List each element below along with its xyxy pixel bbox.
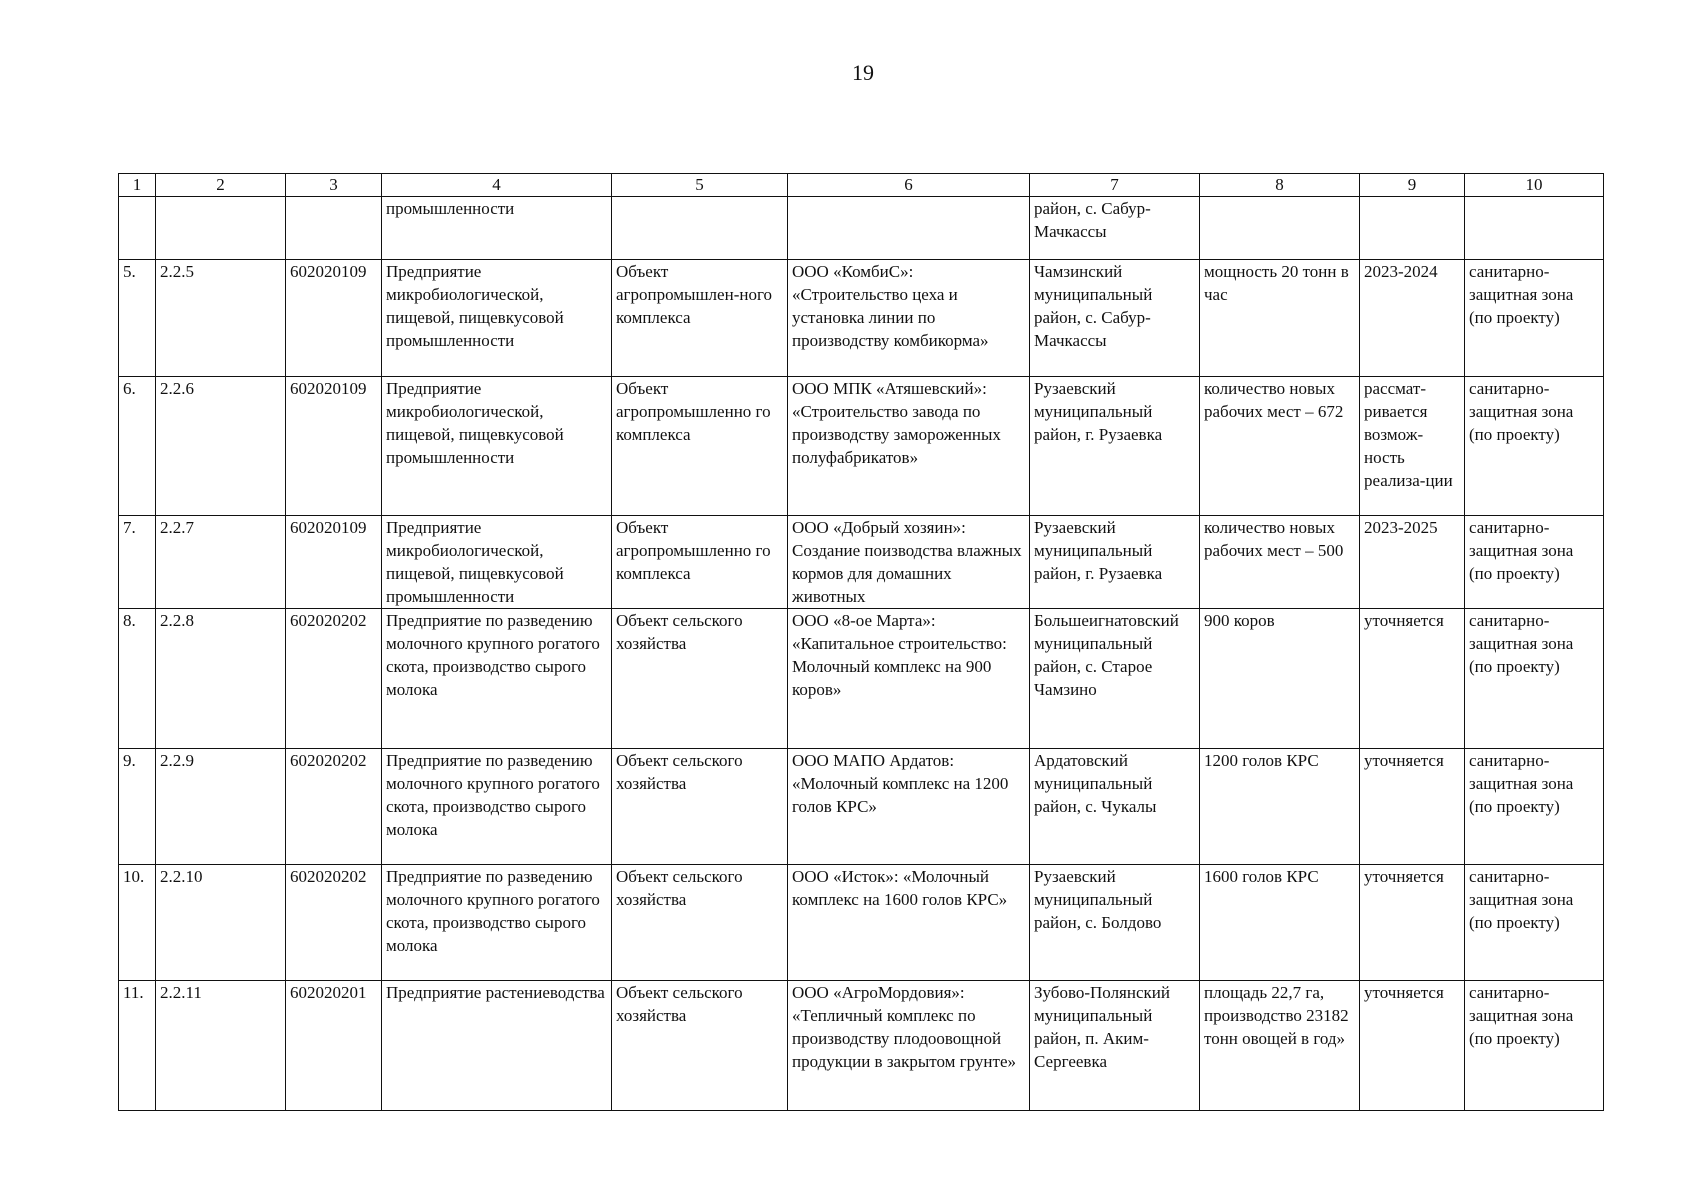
cell-zone: санитарно-защитная зона (по проекту) — [1465, 609, 1604, 749]
cell-name: ООО «АгроМордовия»: «Тепличный комплекс по производству плодоовощной продукции в закрытом грунте» — [788, 981, 1030, 1111]
cell-location: Чамзинский муниципальный район, с. Сабур-Мачкассы — [1030, 260, 1200, 377]
cell-params: 900 коров — [1200, 609, 1360, 749]
column-header-9: 9 — [1360, 174, 1465, 197]
cell-period — [1360, 197, 1465, 260]
cell-type: промышленности — [382, 197, 612, 260]
cell-location: Рузаевский муниципальный район, с. Болдово — [1030, 865, 1200, 981]
cell-egr: 602020109 — [286, 260, 382, 377]
cell-location: Рузаевский муниципальный район, г. Рузаевка — [1030, 377, 1200, 516]
cell-type: Предприятие микробиологической, пищевой, пищевкусовой промышленности — [382, 260, 612, 377]
cell-period: уточняется — [1360, 865, 1465, 981]
cell-code: 2.2.11 — [156, 981, 286, 1111]
cell-egr: 602020202 — [286, 865, 382, 981]
cell-egr: 602020109 — [286, 516, 382, 609]
cell-params: мощность 20 тонн в час — [1200, 260, 1360, 377]
column-header-8: 8 — [1200, 174, 1360, 197]
table-row-continuation — [119, 197, 1604, 260]
cell-code: 2.2.9 — [156, 749, 286, 865]
cell-params: 1600 голов КРС — [1200, 865, 1360, 981]
cell-zone: санитарно-защитная зона (по проекту) — [1465, 377, 1604, 516]
cell-egr: 602020109 — [286, 377, 382, 516]
cell-type: Предприятие микробиологической, пищевой, пищевкусовой промышленности — [382, 377, 612, 516]
cell-params: количество новых рабочих мест – 500 — [1200, 516, 1360, 609]
cell-code: 2.2.8 — [156, 609, 286, 749]
cell-code: 2.2.7 — [156, 516, 286, 609]
column-header-1: 1 — [119, 174, 156, 197]
header-row — [119, 174, 1604, 197]
cell-num — [119, 197, 156, 260]
cell-category: Объект агропромышленно го комплекса — [612, 377, 788, 516]
cell-type: Предприятие по разведению молочного крупного рогатого скота, производство сырого молока — [382, 749, 612, 865]
cell-location: Зубово-Полянский муниципальный район, п. Аким-Сергеевка — [1030, 981, 1200, 1111]
column-header-6: 6 — [788, 174, 1030, 197]
cell-period: уточняется — [1360, 981, 1465, 1111]
cell-location: Ардатовский муниципальный район, с. Чукалы — [1030, 749, 1200, 865]
cell-name: ООО «КомбиС»: «Строительство цеха и установка линии по производству комбикорма» — [788, 260, 1030, 377]
cell-type: Предприятие микробиологической, пищевой, пищевкусовой промышленности — [382, 516, 612, 609]
cell-category: Объект агропромышленно го комплекса — [612, 516, 788, 609]
cell-egr: 602020202 — [286, 749, 382, 865]
cell-num: 8. — [119, 609, 156, 749]
column-header-3: 3 — [286, 174, 382, 197]
cell-params — [1200, 197, 1360, 260]
cell-zone: санитарно-защитная зона (по проекту) — [1465, 981, 1604, 1111]
cell-type: Предприятие растениеводства — [382, 981, 612, 1111]
cell-category: Объект сельского хозяйства — [612, 609, 788, 749]
cell-category — [612, 197, 788, 260]
cell-category: Объект агропромышлен-ного комплекса — [612, 260, 788, 377]
cell-num: 7. — [119, 516, 156, 609]
cell-name — [788, 197, 1030, 260]
objects-table — [118, 173, 1604, 1111]
cell-period: 2023-2024 — [1360, 260, 1465, 377]
cell-params: площадь 22,7 га, производство 23182 тонн овощей в год» — [1200, 981, 1360, 1111]
cell-code: 2.2.5 — [156, 260, 286, 377]
cell-zone: санитарно-защитная зона (по проекту) — [1465, 749, 1604, 865]
cell-location: Большеигнатовский муниципальный район, с. Старое Чамзино — [1030, 609, 1200, 749]
cell-egr: 602020201 — [286, 981, 382, 1111]
cell-params: 1200 голов КРС — [1200, 749, 1360, 865]
cell-zone: санитарно-защитная зона (по проекту) — [1465, 260, 1604, 377]
cell-num: 10. — [119, 865, 156, 981]
table-row — [119, 609, 1604, 749]
column-header-10: 10 — [1465, 174, 1604, 197]
cell-category: Объект сельского хозяйства — [612, 981, 788, 1111]
table-row — [119, 749, 1604, 865]
cell-code: 2.2.10 — [156, 865, 286, 981]
table-row — [119, 516, 1604, 609]
cell-num: 11. — [119, 981, 156, 1111]
cell-code — [156, 197, 286, 260]
cell-name: ООО «Добрый хозяин»: Создание поизводства влажных кормов для домашних животных — [788, 516, 1030, 609]
cell-num: 6. — [119, 377, 156, 516]
cell-period: уточняется — [1360, 609, 1465, 749]
cell-name: ООО МАПО Ардатов: «Молочный комплекс на 1200 голов КРС» — [788, 749, 1030, 865]
cell-type: Предприятие по разведению молочного крупного рогатого скота, производство сырого молока — [382, 865, 612, 981]
column-header-7: 7 — [1030, 174, 1200, 197]
table-row — [119, 377, 1604, 516]
cell-location: район, с. Сабур-Мачкассы — [1030, 197, 1200, 260]
cell-category: Объект сельского хозяйства — [612, 865, 788, 981]
cell-egr: 602020202 — [286, 609, 382, 749]
cell-type: Предприятие по разведению молочного крупного рогатого скота, производство сырого молока — [382, 609, 612, 749]
table-row — [119, 981, 1604, 1111]
cell-num: 9. — [119, 749, 156, 865]
column-header-4: 4 — [382, 174, 612, 197]
cell-period: рассмат-ривается возмож-ность реализа-ции — [1360, 377, 1465, 516]
cell-zone: санитарно-защитная зона (по проекту) — [1465, 865, 1604, 981]
cell-name: ООО МПК «Атяшевский»: «Строительство завода по производству замороженных полуфабрикатов» — [788, 377, 1030, 516]
cell-params: количество новых рабочих мест – 672 — [1200, 377, 1360, 516]
column-header-5: 5 — [612, 174, 788, 197]
cell-period: уточняется — [1360, 749, 1465, 865]
cell-code: 2.2.6 — [156, 377, 286, 516]
cell-num: 5. — [119, 260, 156, 377]
cell-name: ООО «8-ое Марта»: «Капитальное строительство: Молочный комплекс на 900 коров» — [788, 609, 1030, 749]
cell-egr — [286, 197, 382, 260]
cell-name: ООО «Исток»: «Молочный комплекс на 1600 голов КРС» — [788, 865, 1030, 981]
cell-location: Рузаевский муниципальный район, г. Рузаевка — [1030, 516, 1200, 609]
cell-zone: санитарно-защитная зона (по проекту) — [1465, 516, 1604, 609]
cell-period: 2023-2025 — [1360, 516, 1465, 609]
page-number: 19 — [852, 60, 874, 85]
cell-category: Объект сельского хозяйства — [612, 749, 788, 865]
table-row — [119, 260, 1604, 377]
table-row — [119, 865, 1604, 981]
cell-zone — [1465, 197, 1604, 260]
column-header-2: 2 — [156, 174, 286, 197]
